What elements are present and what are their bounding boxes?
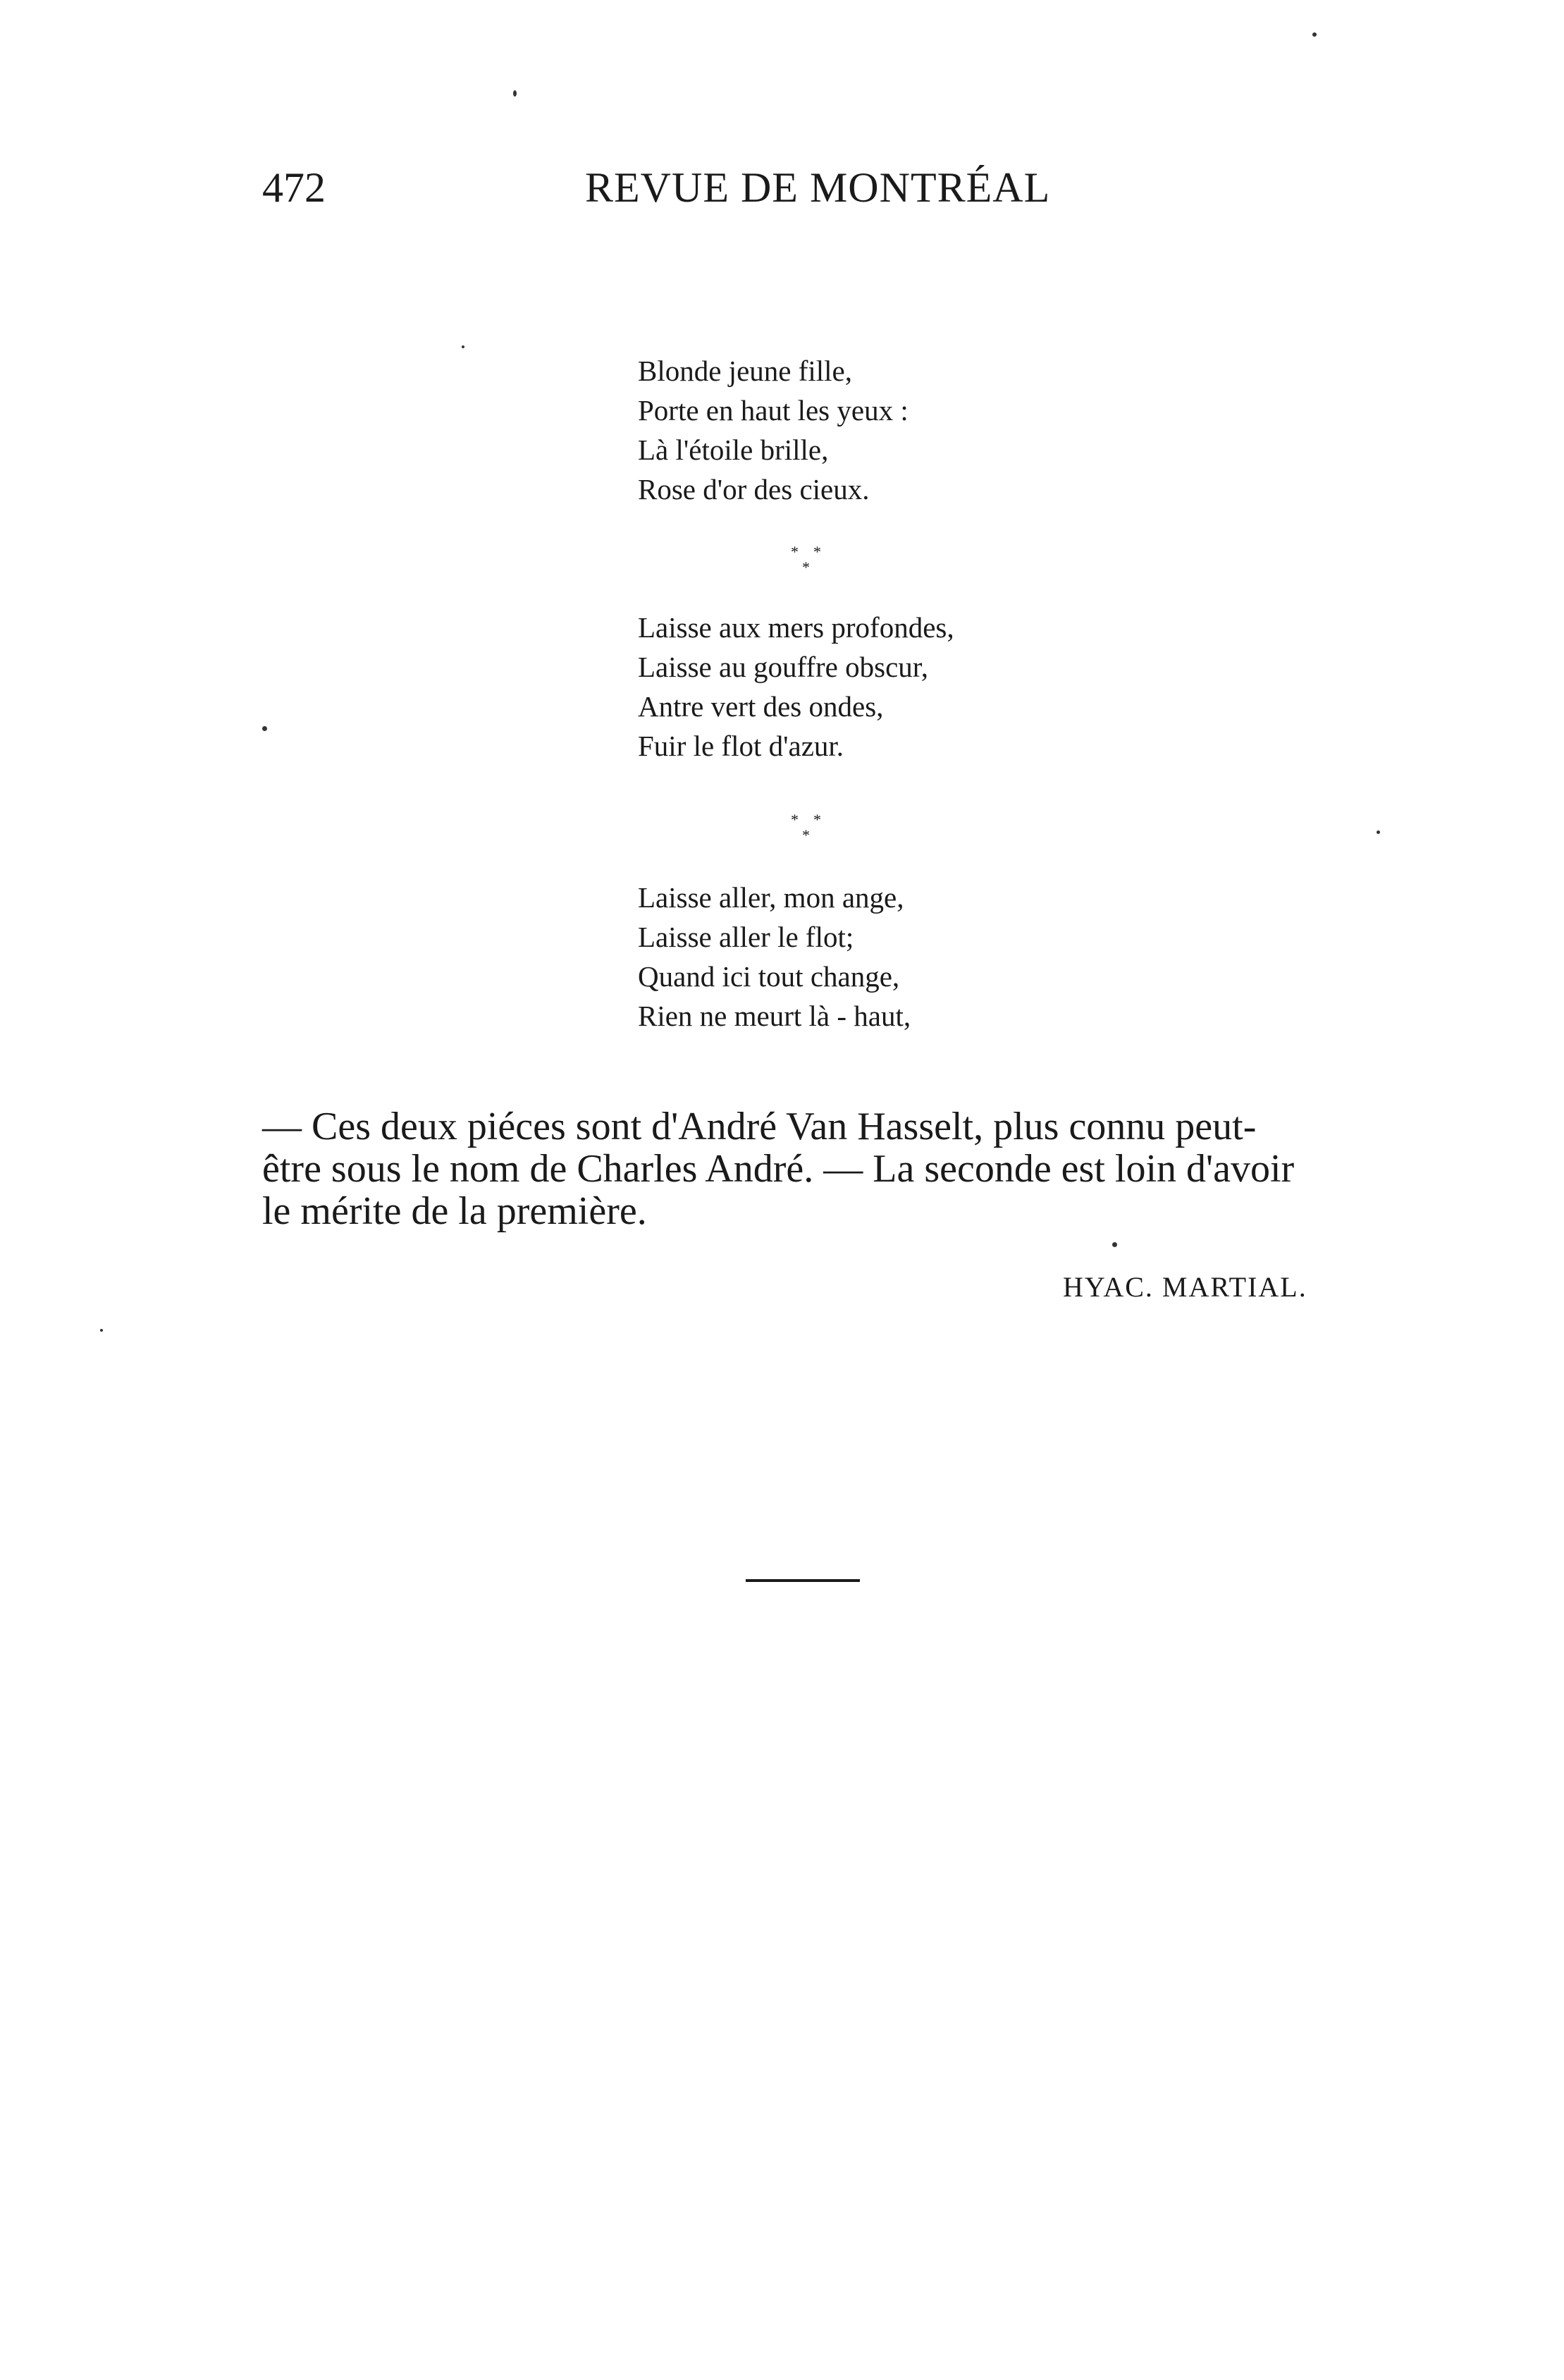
- poem-line: Quand ici tout change,: [638, 960, 900, 993]
- poem-line: Porte en haut les yeux :: [638, 394, 909, 427]
- asterism-divider: * * *: [791, 543, 821, 576]
- poem-stanza-1: [638, 351, 909, 509]
- scan-speck: [462, 345, 464, 348]
- scan-speck: [262, 726, 267, 731]
- page-header: [0, 159, 1564, 216]
- section-rule: [746, 1579, 860, 1582]
- scan-speck: [1377, 830, 1380, 834]
- poem-line: Blonde jeune fille,: [638, 355, 852, 387]
- scan-speck: [1112, 1242, 1117, 1247]
- poem-stanza-2: [638, 608, 954, 766]
- poem-line: Laisse aller, mon ange,: [638, 881, 904, 914]
- commentary-line: le mérite de la première.: [262, 1189, 647, 1233]
- scan-speck: [100, 1329, 103, 1332]
- poem-line: Laisse au gouffre obscur,: [638, 651, 929, 683]
- page-number: 472: [262, 164, 326, 211]
- asterism-divider: * * *: [791, 811, 821, 844]
- author-signature: HYAC. MARTIAL.: [1063, 1271, 1307, 1303]
- poem-stanza-3: [638, 878, 911, 1036]
- poem-line: Rose d'or des cieux.: [638, 473, 870, 505]
- scan-speck: [513, 90, 517, 97]
- poem-line: Là l'étoile brille,: [638, 434, 829, 466]
- commentary-line: être sous le nom de Charles André. — La seconde est loin d'avoir: [262, 1147, 1295, 1191]
- running-title: REVUE DE MONTRÉAL: [585, 164, 1051, 211]
- commentary-paragraph: [262, 1105, 1362, 1232]
- scan-speck: [1312, 32, 1317, 37]
- poem-line: Antre vert des ondes,: [638, 690, 884, 723]
- commentary-line: — Ces deux piéces sont d'André Van Hasselt, plus connu peut-: [262, 1105, 1257, 1148]
- poem-line: Laisse aller le flot;: [638, 921, 854, 953]
- poem-line: Rien ne meurt là - haut,: [638, 1000, 911, 1032]
- poem-line: Fuir le flot d'azur.: [638, 730, 844, 762]
- poem-line: Laisse aux mers profondes,: [638, 611, 954, 644]
